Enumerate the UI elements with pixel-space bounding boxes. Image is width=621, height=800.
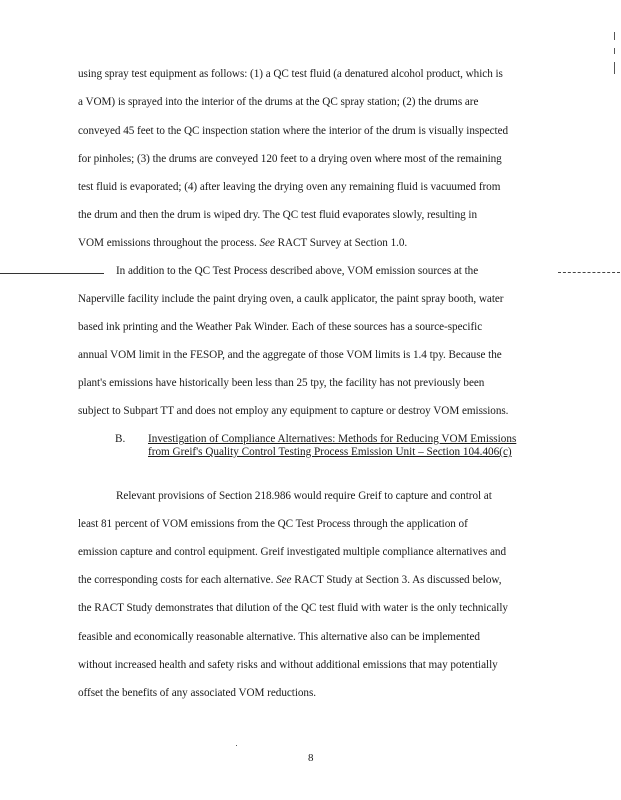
paragraph-2-line-1: In addition to the QC Test Process described above, VOM emission sources at the [116, 265, 479, 277]
line-4-suffix: RACT Study at Section 3. As discussed below, [291, 574, 502, 586]
margin-marks [614, 32, 616, 80]
see-signal: See [259, 237, 275, 249]
paragraph-3-line-8: offset the benefits of any associated VOM reductions. [78, 687, 317, 699]
scan-speck [236, 745, 237, 746]
paragraph-1-line-5: test fluid is evaporated; (4) after leaving the drying oven any remaining fluid is vacuumed from [78, 181, 501, 193]
line-4-prefix: the corresponding costs for each alternative. [78, 574, 277, 586]
paragraph-3-line-3: emission capture and control equipment. Greif investigated multiple compliance alternatives and [78, 546, 507, 558]
paragraph-3-line-4 [78, 574, 501, 586]
line-7-suffix: RACT Survey at Section 1.0. [274, 237, 408, 249]
paragraph-3-line-2: least 81 percent of VOM emissions from the QC Test Process through the application of [78, 518, 468, 530]
paragraph-2-line-6: subject to Subpart TT and does not employ any equipment to capture or destroy VOM emissions. [78, 405, 509, 417]
paragraph-2-line-5: plant's emissions have historically been less than 25 tpy, the facility has not previously been [78, 377, 485, 389]
right-dashed-rule [558, 272, 620, 273]
paragraph-1-line-4: for pinholes; (3) the drums are conveyed 120 feet to a drying oven where most of the remaining [78, 153, 502, 165]
paragraph-3-line-7: without increased health and safety risks and without additional emissions that may potentially [78, 659, 498, 671]
section-marker: B. [115, 433, 126, 445]
paragraph-3-line-1: Relevant provisions of Section 218.986 would require Greif to capture and control at [116, 490, 492, 502]
paragraph-3-line-5: the RACT Study demonstrates that dilution of the QC test fluid with water is the only technically [78, 602, 508, 614]
section-heading: Investigation of Compliance Alternatives: Methods for Reducing VOM Emissions from Greif's Quality Control Testing Process Emission Unit – Section 104.406(c) [148, 433, 517, 458]
left-rule-line [0, 273, 104, 274]
paragraph-2-line-4: annual VOM limit in the FESOP, and the aggregate of those VOM limits is 1.4 tpy. Because the [78, 349, 502, 361]
paragraph-1-line-7 [78, 237, 407, 249]
paragraph-2-line-3: based ink printing and the Weather Pak Winder. Each of these sources has a source-specific [78, 321, 483, 333]
paragraph-2-line-2: Naperville facility include the paint drying oven, a caulk applicator, the paint spray booth, water [78, 293, 504, 305]
paragraph-1-line-2: a VOM) is sprayed into the interior of the drums at the QC spray station; (2) the drums are [78, 96, 479, 108]
paragraph-1-line-6: the drum and then the drum is wiped dry. The QC test fluid evaporates slowly, resulting in [78, 209, 478, 221]
see-signal-2: See [276, 574, 292, 586]
paragraph-1-line-3: conveyed 45 feet to the QC inspection station where the interior of the drum is visually inspected [78, 125, 509, 137]
paragraph-1-line-1: using spray test equipment as follows: (1) a QC test fluid (a denatured alcohol product, which is [78, 68, 503, 80]
paragraph-3-line-6: feasible and economically reasonable alternative. This alternative also can be implemented [78, 631, 480, 643]
line-7-prefix: VOM emissions throughout the process. [78, 237, 260, 249]
page-number: 8 [308, 752, 314, 764]
